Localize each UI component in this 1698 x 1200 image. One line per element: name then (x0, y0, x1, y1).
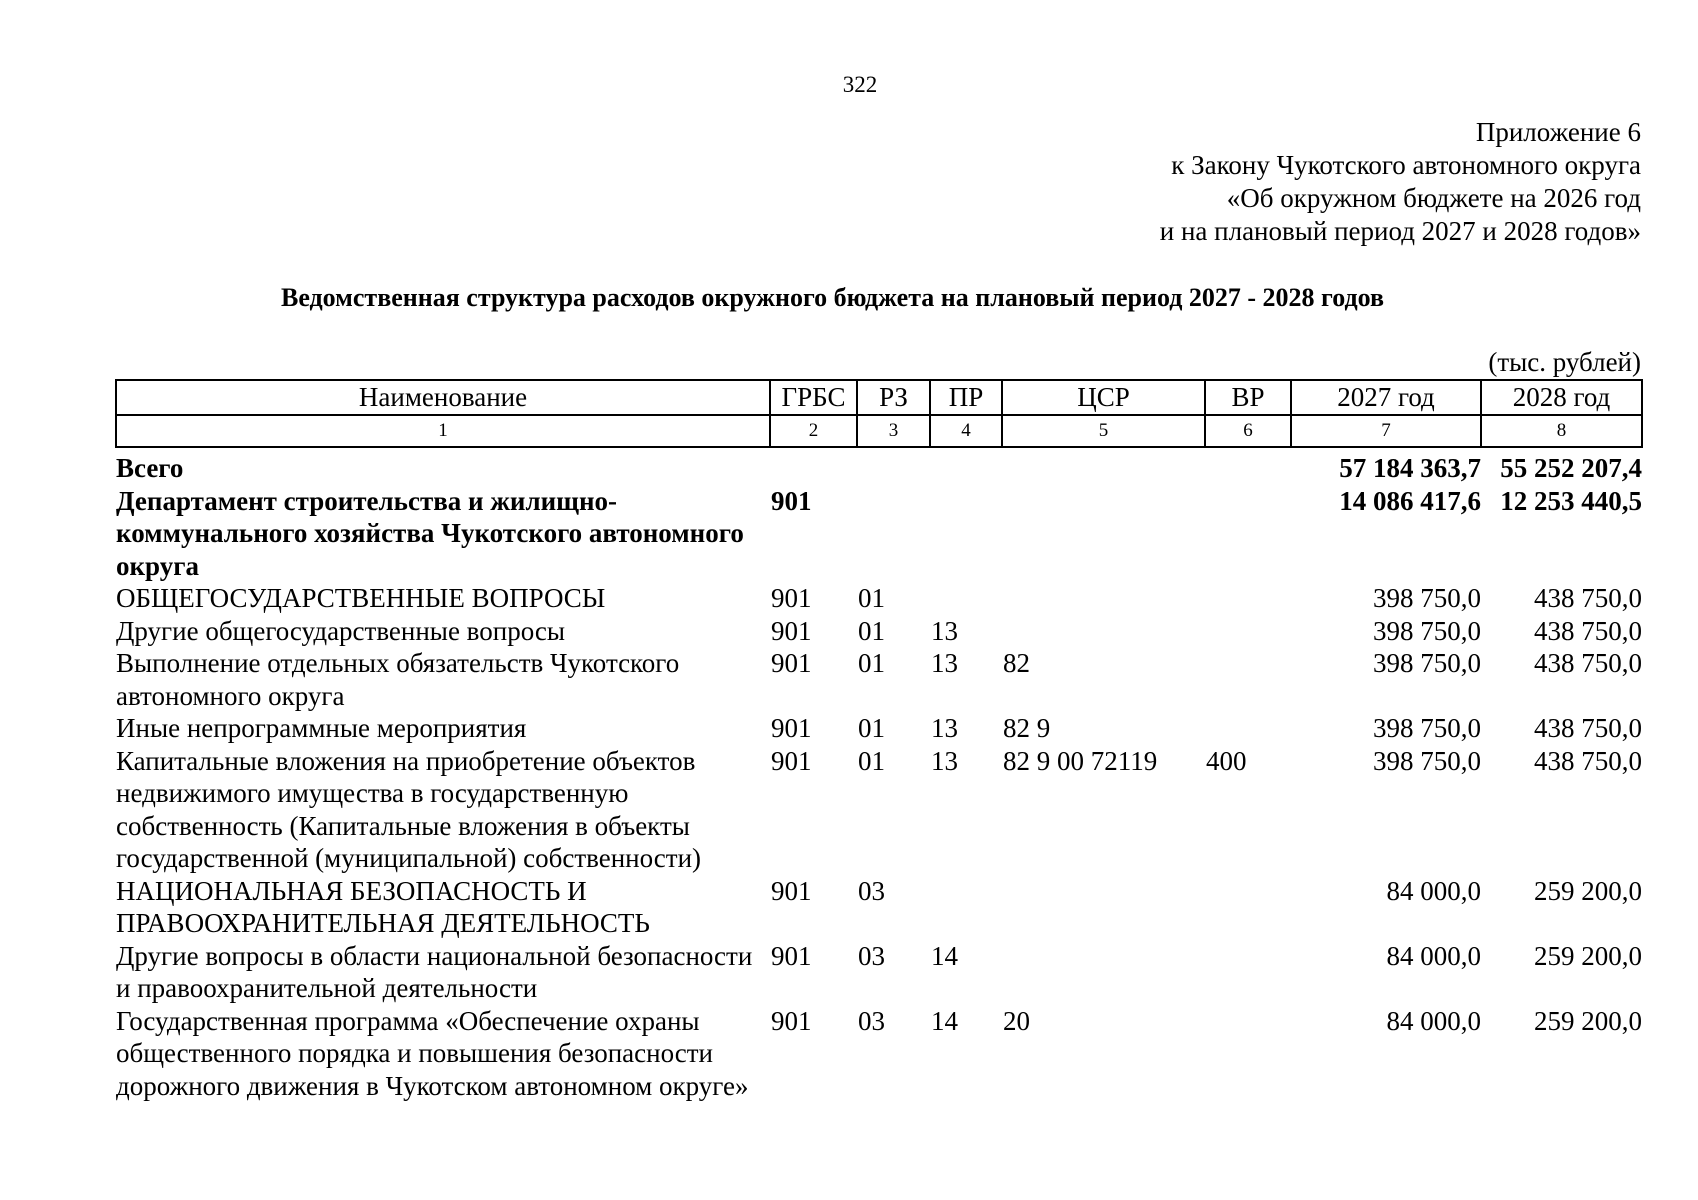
table-row (116, 745, 1642, 875)
cell-amount-2028: 259 200,0 (1534, 875, 1642, 906)
table-row (116, 485, 1642, 583)
column-number: 4 (930, 415, 1002, 447)
cell-grbs: 901 (771, 615, 812, 646)
cell-grbs: 901 (771, 745, 812, 776)
cell-pr: 13 (931, 745, 958, 776)
cell-rz: 03 (858, 875, 885, 906)
cell-rz: 03 (858, 1005, 885, 1036)
table-row (116, 582, 1642, 615)
cell-name: Иные непрограммные мероприятия (116, 713, 527, 743)
cell-amount-2027: 14 086 417,6 (1339, 485, 1481, 516)
cell-pr (930, 875, 1002, 940)
cell-amount-2028: 55 252 207,4 (1500, 453, 1642, 483)
table-row (116, 712, 1642, 745)
cell-grbs: 901 (771, 940, 812, 971)
cell-amount-2028: 438 750,0 (1534, 648, 1642, 678)
cell-grbs: 901 (771, 713, 812, 743)
header-rz: РЗ (857, 380, 930, 415)
cell-csr: 82 9 (1003, 713, 1051, 743)
cell-grbs: 901 (771, 875, 812, 906)
cell-name: Департамент строительства и жилищно-коммунального хозяйства Чукотского автономного округа (116, 485, 744, 581)
cell-grbs (770, 452, 857, 485)
header-2028: 2028 год (1481, 380, 1642, 415)
column-number: 7 (1291, 415, 1481, 447)
cell-amount-2028: 438 750,0 (1534, 745, 1642, 776)
column-number: 6 (1205, 415, 1291, 447)
appendix-line-4: и на плановый период 2027 и 2028 годов» (1159, 216, 1641, 246)
header-vr: ВР (1205, 380, 1291, 415)
cell-amount-2027: 398 750,0 (1373, 583, 1481, 613)
appendix-line-2: к Закону Чукотского автономного округа (1171, 150, 1641, 180)
cell-vr (1205, 1005, 1291, 1103)
cell-amount-2028: 12 253 440,5 (1500, 485, 1642, 516)
appendix-line-1: Приложение 6 (1475, 117, 1641, 147)
cell-csr: 82 (1003, 648, 1030, 678)
cell-amount-2028: 259 200,0 (1534, 940, 1642, 971)
column-number-row (116, 415, 1642, 447)
column-number: 1 (116, 415, 770, 447)
cell-pr: 13 (931, 713, 958, 743)
cell-name: Всего (116, 453, 184, 483)
table-row (116, 875, 1642, 940)
cell-name: Капитальные вложения на приобретение объектов недвижимого имущества в государственную собственность (Капитальные вложения в объекты государственной (муниципальной) собственности) (116, 745, 702, 873)
header-grbs: ГРБС (770, 380, 857, 415)
header-row (116, 380, 1642, 415)
cell-pr (930, 485, 1002, 583)
column-number: 5 (1002, 415, 1205, 447)
cell-name: ОБЩЕГОСУДАРСТВЕННЫЕ ВОПРОСЫ (116, 583, 606, 613)
cell-vr (1205, 452, 1291, 485)
cell-amount-2027: 57 184 363,7 (1339, 453, 1481, 483)
cell-csr (1002, 452, 1205, 485)
cell-pr: 14 (931, 1005, 958, 1036)
cell-amount-2027: 84 000,0 (1386, 940, 1481, 971)
cell-csr (1002, 582, 1205, 615)
table-header (116, 380, 1642, 452)
cell-amount-2027: 398 750,0 (1373, 648, 1481, 678)
table-row (116, 615, 1642, 648)
cell-csr (1002, 875, 1205, 940)
cell-rz (857, 452, 930, 485)
cell-amount-2028: 438 750,0 (1534, 713, 1642, 743)
cell-pr: 14 (931, 940, 958, 971)
cell-csr: 82 9 00 72119 (1003, 745, 1158, 776)
cell-amount-2028: 259 200,0 (1534, 1005, 1642, 1036)
header-name: Наименование (116, 380, 770, 415)
cell-vr (1205, 582, 1291, 615)
table-body (116, 452, 1642, 1102)
cell-grbs: 901 (771, 583, 812, 613)
cell-vr: 400 (1206, 745, 1247, 776)
cell-grbs: 901 (771, 648, 812, 678)
cell-csr (1002, 940, 1205, 1005)
cell-vr (1205, 615, 1291, 648)
cell-rz: 01 (858, 745, 885, 776)
cell-csr (1002, 615, 1205, 648)
header-pr: ПР (930, 380, 1002, 415)
cell-rz: 01 (858, 713, 885, 743)
cell-name: Другие общегосударственные вопросы (116, 615, 565, 646)
cell-grbs: 901 (771, 485, 812, 516)
cell-name: Государственная программа «Обеспечение охраны общественного порядка и повышения безопасности дорожного движения в Чукотском автономном округе» (116, 1005, 749, 1101)
cell-vr (1205, 485, 1291, 583)
cell-rz: 03 (858, 940, 885, 971)
cell-rz (857, 485, 930, 583)
cell-grbs: 901 (771, 1005, 812, 1036)
cell-pr (930, 582, 1002, 615)
cell-vr (1205, 940, 1291, 1005)
cell-vr (1205, 647, 1291, 712)
page-number: 322 (842, 72, 878, 97)
budget-table (115, 379, 1643, 1102)
cell-pr (930, 452, 1002, 485)
document-title: Ведомственная структура расходов окружного бюджета на плановый период 2027 - 2028 годов (280, 283, 1384, 312)
cell-amount-2027: 398 750,0 (1373, 713, 1481, 743)
cell-amount-2028: 438 750,0 (1534, 583, 1642, 613)
column-number: 2 (770, 415, 857, 447)
cell-pr: 13 (931, 648, 958, 678)
table-row (116, 940, 1642, 1005)
header-csr: ЦСР (1002, 380, 1205, 415)
table-row (116, 647, 1642, 712)
cell-amount-2027: 398 750,0 (1373, 745, 1481, 776)
cell-rz: 01 (858, 615, 885, 646)
cell-vr (1205, 712, 1291, 745)
cell-name: Другие вопросы в области национальной безопасности и правоохранительной деятельности (116, 940, 753, 1003)
units-label: (тыс. рублей) (1488, 347, 1641, 377)
column-number: 3 (857, 415, 930, 447)
appendix-line-3: «Об окружном бюджете на 2026 год (1226, 183, 1641, 213)
column-number: 8 (1481, 415, 1642, 447)
appendix-header (1160, 116, 1641, 248)
cell-amount-2028: 438 750,0 (1534, 615, 1642, 646)
cell-rz: 01 (858, 648, 885, 678)
cell-amount-2027: 84 000,0 (1386, 1005, 1481, 1036)
cell-rz: 01 (858, 583, 885, 613)
cell-csr (1002, 485, 1205, 583)
header-2027: 2027 год (1291, 380, 1481, 415)
cell-vr (1205, 875, 1291, 940)
cell-amount-2027: 84 000,0 (1386, 875, 1481, 906)
cell-amount-2027: 398 750,0 (1373, 615, 1481, 646)
table-row (116, 452, 1642, 485)
cell-name: НАЦИОНАЛЬНАЯ БЕЗОПАСНОСТЬ И ПРАВООХРАНИТЕЛЬНАЯ ДЕЯТЕЛЬНОСТЬ (116, 875, 650, 938)
cell-pr: 13 (931, 615, 958, 646)
cell-name: Выполнение отдельных обязательств Чукотского автономного округа (116, 648, 680, 711)
cell-csr: 20 (1003, 1005, 1030, 1036)
table-row (116, 1005, 1642, 1103)
